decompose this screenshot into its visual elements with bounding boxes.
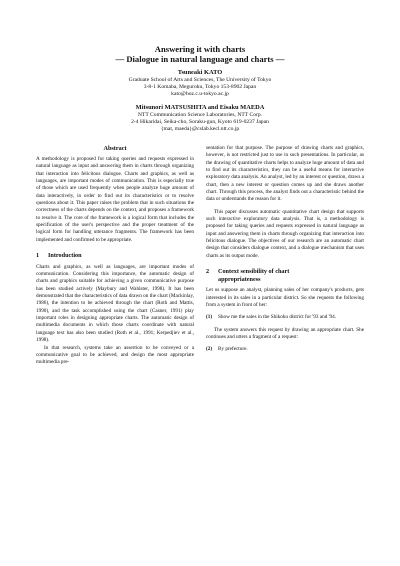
section2-number: 2 (206, 268, 210, 276)
author1-affiliation1: Graduate School of Arts and Sciences, The University of Tokyo (128, 77, 272, 83)
example-1-number: (1) (206, 314, 213, 321)
right-column (206, 145, 364, 367)
example-2-number: (2) (206, 346, 213, 353)
example-1 (206, 314, 364, 321)
example-1-text: Show me the sales in the Shikoku district for '93 and '94. (218, 314, 336, 321)
section1-paragraph2: In that research, systems take an assertion to be conveyed or a communicative goal to be achieved, and design the most appropriate multimedia pre- (36, 344, 194, 366)
section2-title-line2: appropriateness (218, 275, 261, 283)
author2-affiliation1: NTT Communication Science Laboratories, NTT Corp. (137, 112, 263, 118)
section1-paragraph2-continued: sentation for that purpose. The purpose of drawing charts and graphics, however, is not restricted just to use in such presentations. In particular, as the drawing of quantitative charts helps to analyze huge amount of data and to find out its characteristics, they can be a useful means for interactive exploratory data analysis. An analyst, led by an interest or question, draws a chart, then a new interest or question comes up and she draws another chart. Through this process, the analyst finds out a characteristic behind the data or understands the reason for it. (206, 145, 364, 203)
section1-paragraph1: Charts and graphics, as well as languages, are important modes of communication. Considering this importance, the automatic design of charts and graphics suitable for achieving a given communicative purpose has been studied actively (Maybury and Wahlster, 1998). It has been demonstrated that the characteristics of data drawn on the chart (Mackinlay, 1986), the intention to be achieved through the chart (Roth and Mattis, 1990), and the task accomplished using the chart (Casner, 1991) play important roles in designing appropriate charts. The automatic design of multimedia documents in which those charts coordinate with natural language text has also been studied (Roth et al., 1991; Kerpedjiev et al., 1998). (36, 263, 194, 344)
example-2 (206, 346, 364, 353)
section1-paragraph3: This paper discusses automatic quantitative chart design that supports such interactive exploratory data analysis. That is, a methodology is proposed for taking queries and requests expressed in natural language as input and answering them in charts through organizing that interaction into felicitous dialogue. The objectives of our research are an automatic chart design that considers dialogue context, and a dialogue mechanism that uses charts as its output mode. (206, 208, 364, 259)
author2-name: Mitsunori MATSUSHITA and Eisaku MAEDA (135, 104, 265, 111)
section2-paragraph1: Let us suppose an analyst, planning sales of her company's products, gets interested in its sales in a particular district. So she requests the following from a system in front of her: (206, 287, 364, 309)
section2-paragraph2: The system answers this request by drawing an appropriate chart. She continues and utters a fragment of a request: (206, 326, 364, 341)
abstract (36, 145, 194, 244)
author1-affiliation2: 3-8-1 Komaba, Meguroku, Tokyo 153-8902 Japan (143, 84, 257, 90)
section2-heading (206, 268, 364, 283)
section2-title (218, 268, 289, 283)
left-column (36, 145, 194, 367)
section2-title-line1: Context sensibility of chart (218, 268, 290, 276)
paper-title-line2: — Dialogue in natural language and charts — (115, 54, 285, 64)
section1-number: 1 (36, 252, 40, 260)
section1-title: Introduction (48, 252, 82, 260)
example-2-text: By prefecture. (218, 346, 248, 353)
paper-header (36, 44, 364, 133)
paper-title-line1: Answering it with charts (154, 44, 246, 54)
abstract-text: A methodology is proposed for taking queries and requests expressed in natural language as input and answering them in charts through organizing that interaction into felicitous dialogue. Charts and graphics, as well as languages, are important modes of communication. This is especially true of those which are used frequently when people analyze huge amount of data interactively, in order to find out its characteristics or to resolve questions about it. This paper raises the problem that in such situations the correctness of the charts depends on the context, and proposes a framework to resolve it. The core of the framework is a logical form that includes the specification of the user's perspective and the proper treatment of the logical form for handling utterance fragments. The framework has been implemented and confirmed to be appropriate. (36, 156, 194, 243)
author2-affiliation2: 2-4 Hikaridai, Seika-cho, Soraku-gun, Kyoto 619-0237 Japan (131, 119, 269, 125)
author2-email: {mat, maeda}@cslab.kecl.ntt.co.jp (160, 126, 240, 132)
two-column-body (36, 145, 364, 367)
author1-name: Tsuneaki KATO (177, 69, 223, 76)
section1-heading (36, 252, 194, 260)
author1-email: kato@boz.c.u-tokyo.ac.jp (171, 91, 229, 97)
abstract-heading: Abstract (103, 145, 127, 152)
